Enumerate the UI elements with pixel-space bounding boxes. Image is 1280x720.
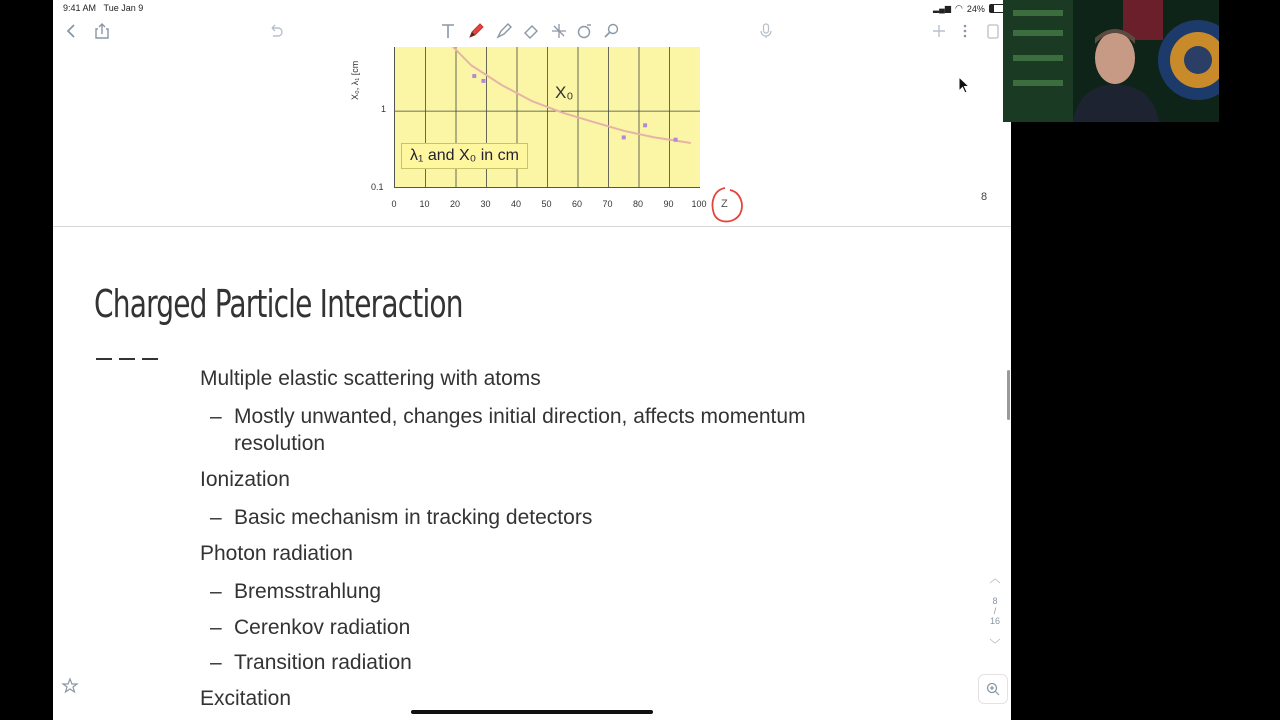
slide-title: Charged Particle Interaction [94,282,463,326]
y-tick: 0.1 [371,182,384,192]
chart-plot-area [394,47,700,188]
webcam-overlay [1003,0,1219,122]
bullet-item: Excitation [200,687,292,710]
x-tick: 70 [602,199,613,209]
signal-icon: ▂▄▆ [933,4,951,13]
wifi-icon: ◠ [954,3,963,13]
data-point [472,74,476,78]
x-tick: 30 [480,199,491,209]
pages-icon[interactable] [981,20,1003,42]
x-tick: 80 [633,199,644,209]
curve-label: X₀ [555,83,574,102]
y-tick: 1 [381,104,387,114]
zoom-tool-icon[interactable] [601,20,623,42]
pen-tool-icon[interactable] [465,20,487,42]
ipad-screen: 9:41 AM Tue Jan 9 ▂▄▆ ◠ 24% X₀, λ₁ [cm 1 0.1 X₀ λ₁ and X₀ in cm 0 10 20 30 40 50 60 70 80 90 100 Z 8 Charged Particle Interaction Multiple elastic scattering with atoms – Mostly unwanted, changes initial direction, affects momentum resolution Ionization – Basic mechanism in tracking detectors Photon radiation – Bremsstrahlung – Cerenkov radiation – Transition radiation Excitation ︿ 8 / 16 ﹀ [53,0,1011,720]
current-page: 8 [992,596,998,606]
bullet-item: Photon radiation [200,542,353,565]
battery-percent: 24% [966,3,985,14]
text-tool-icon[interactable] [437,20,459,42]
add-icon[interactable] [928,20,950,42]
page-separator: / [993,606,997,616]
x-tick: 0 [391,199,397,209]
page-divider [53,226,1011,227]
page-down-icon[interactable]: ﹀ [989,639,1001,651]
shapes-icon[interactable] [574,20,596,42]
lasso-icon[interactable] [548,20,570,42]
scrollbar-thumb[interactable] [1007,370,1010,420]
x-tick: 90 [663,199,674,209]
z-annotation-circle [708,184,748,228]
bullet-item: Multiple elastic scattering with atoms [200,367,541,390]
data-point [674,138,678,142]
chart-legend: λ₁ and X₀ in cm [401,143,528,169]
microphone-icon[interactable] [755,20,777,42]
x-tick: 10 [419,199,430,209]
page-navigator [985,570,1005,652]
x-tick: 60 [572,199,583,209]
zoom-icon[interactable] [978,674,1008,704]
x-tick: 100 [691,199,707,209]
toolbar [53,16,1011,48]
bullet-item: Ionization [200,468,290,491]
page-number: 8 [981,191,988,203]
title-dashes [96,358,158,360]
status-time: 9:41 AM Tue Jan 9 [63,3,144,13]
share-icon[interactable] [91,20,113,42]
total-pages: 16 [989,616,1000,626]
data-point [481,79,485,83]
eraser-icon[interactable] [520,20,542,42]
status-bar [53,0,1011,16]
more-icon[interactable] [954,20,976,42]
data-point [643,123,647,127]
status-right [933,3,1005,14]
x-tick: 50 [541,199,552,209]
data-point [622,135,626,139]
home-indicator[interactable] [411,710,653,714]
page-up-icon[interactable]: ︿ [989,573,1001,585]
chart-ylabel: X₀, λ₁ [cm [350,60,360,100]
z-annotation-label: Z [721,198,728,210]
back-icon[interactable] [61,20,83,42]
highlighter-icon[interactable] [493,20,515,42]
mouse-cursor-icon [958,76,972,96]
favorite-star-icon[interactable] [61,677,79,700]
undo-icon[interactable] [264,20,286,42]
webcam-video [1003,0,1219,122]
x-tick: 40 [511,199,522,209]
x-tick: 20 [450,199,461,209]
